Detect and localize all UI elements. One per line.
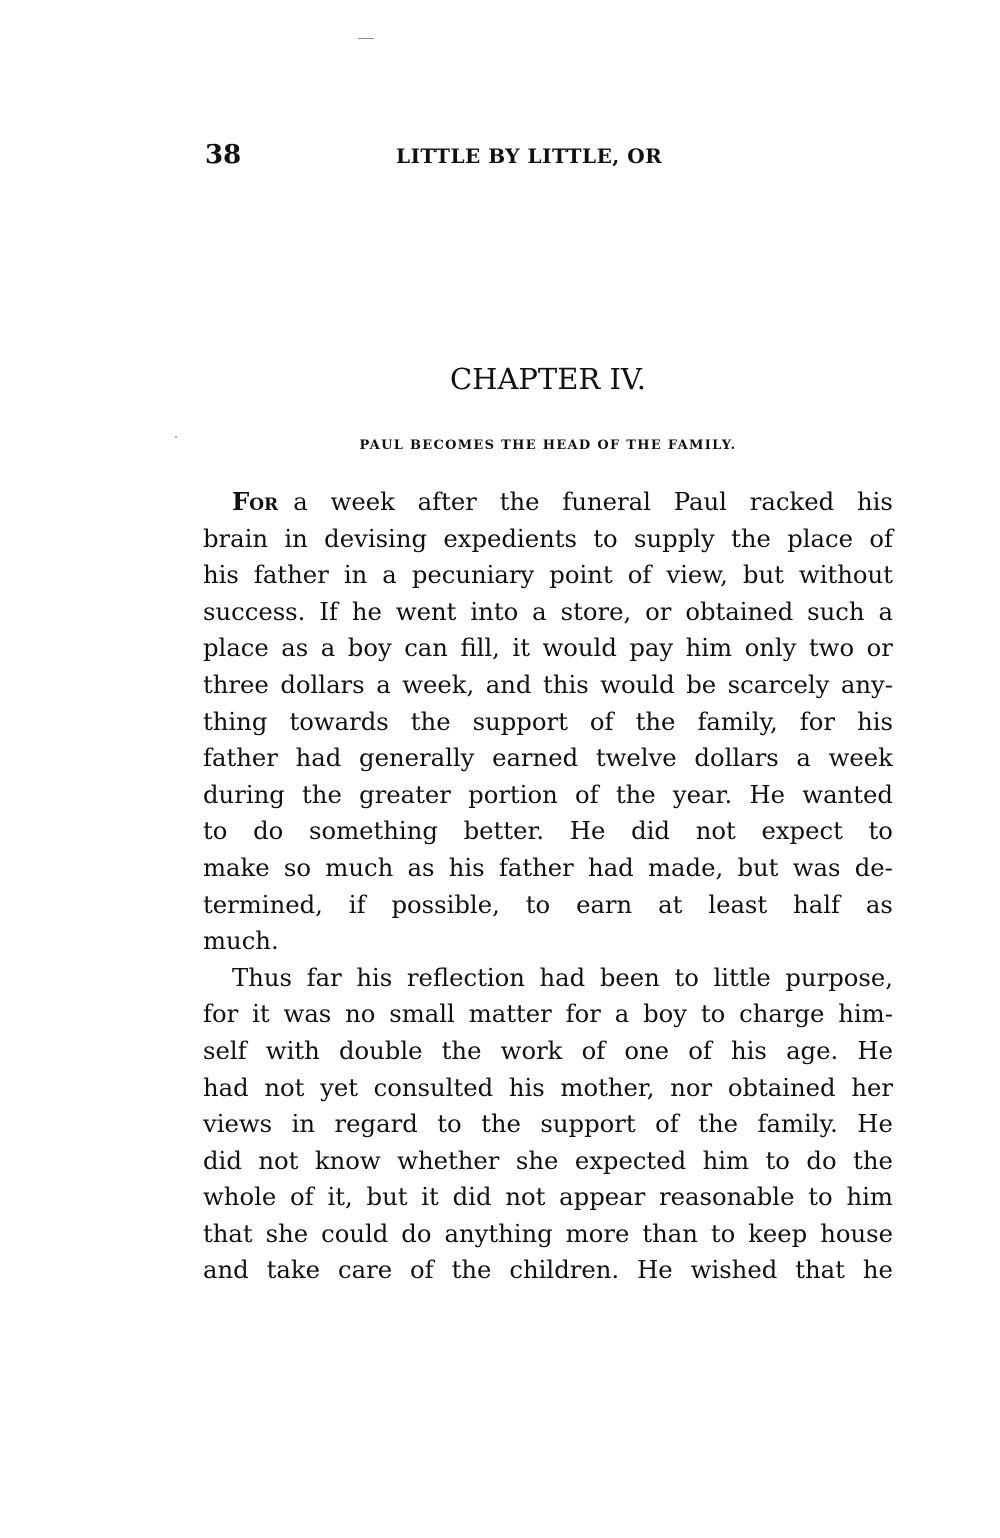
- word: of: [290, 1182, 314, 1212]
- word: expedients: [443, 523, 577, 553]
- word: he: [862, 1255, 893, 1285]
- word: of: [589, 706, 614, 736]
- word: nor: [670, 1072, 713, 1102]
- word: anything: [444, 1218, 553, 1248]
- word: after: [417, 487, 477, 516]
- word: whole: [203, 1182, 277, 1212]
- word: to: [203, 816, 228, 846]
- word: brain: [203, 523, 269, 553]
- word: this: [543, 669, 589, 699]
- word: something: [309, 816, 438, 846]
- word: it: [421, 1182, 439, 1212]
- word: his: [508, 1072, 545, 1102]
- word: with: [265, 1035, 320, 1065]
- word: in: [291, 1109, 316, 1139]
- word: twelve: [595, 743, 677, 773]
- word: expect: [761, 816, 843, 846]
- text-line: [203, 704, 893, 741]
- word: his: [731, 1035, 767, 1065]
- word: that: [795, 1255, 845, 1285]
- word: for: [203, 999, 239, 1029]
- page-number: 38: [205, 140, 242, 170]
- word: de-: [854, 852, 893, 882]
- text-line: [203, 777, 893, 814]
- word: He: [569, 816, 606, 846]
- word: portion: [468, 779, 558, 809]
- word: little: [713, 962, 771, 992]
- word: him: [685, 633, 733, 663]
- word: self: [203, 1035, 247, 1065]
- word: no: [345, 999, 376, 1029]
- word: greater: [359, 779, 451, 809]
- word: know: [314, 1145, 381, 1175]
- word: do: [401, 1218, 432, 1248]
- word: not: [505, 1182, 546, 1212]
- word: the: [615, 779, 656, 809]
- word: had: [588, 852, 634, 882]
- word: boy: [347, 633, 392, 663]
- word: termined,: [203, 889, 323, 919]
- word: take: [266, 1255, 321, 1285]
- word: obtained: [727, 1072, 836, 1102]
- word: a: [382, 560, 397, 590]
- word: support: [540, 1109, 636, 1139]
- word: mother,: [560, 1072, 655, 1102]
- word: generally: [359, 743, 475, 773]
- word: and: [485, 669, 532, 699]
- word: double: [338, 1035, 423, 1065]
- word: was: [283, 999, 332, 1029]
- text-line: [203, 1033, 893, 1070]
- word: father: [203, 743, 278, 773]
- word: keep: [748, 1218, 808, 1248]
- text-line: [203, 887, 893, 924]
- text-line: [203, 1252, 893, 1289]
- word: earned: [492, 743, 579, 773]
- text-line: much.: [203, 926, 279, 956]
- word: charge: [739, 999, 825, 1029]
- word: Thus: [232, 962, 292, 992]
- word: He: [637, 1255, 673, 1285]
- word: far: [306, 962, 342, 992]
- word: him: [702, 1145, 750, 1175]
- chapter-subtitle: PAUL BECOMES THE HEAD OF THE FAMILY.: [359, 438, 737, 453]
- word: whether: [397, 1145, 500, 1175]
- word: earn: [576, 889, 633, 919]
- word: to: [765, 1145, 790, 1175]
- text-line: [203, 813, 893, 850]
- word: would: [600, 669, 675, 699]
- word: more: [565, 1218, 630, 1248]
- word: two: [808, 633, 855, 663]
- word: a: [796, 743, 811, 773]
- paragraph: [203, 484, 893, 960]
- word: to: [525, 889, 551, 919]
- word: family.: [757, 1109, 838, 1139]
- word: pay: [629, 633, 674, 663]
- word: at: [658, 889, 683, 919]
- word: house: [820, 1218, 893, 1248]
- word: the: [731, 523, 771, 553]
- text-line: [203, 850, 893, 887]
- word: was: [792, 852, 841, 882]
- text-line: [203, 960, 893, 997]
- word: his: [857, 487, 893, 516]
- word: as: [281, 633, 309, 663]
- word: not: [258, 1145, 299, 1175]
- word: be: [686, 669, 717, 699]
- word: as: [865, 889, 893, 919]
- word: or: [645, 596, 672, 626]
- word: of: [410, 1255, 434, 1285]
- word: views: [203, 1109, 273, 1139]
- word: she: [265, 1218, 309, 1248]
- word: not: [264, 1072, 305, 1102]
- word: do: [806, 1145, 837, 1175]
- word: support: [472, 706, 568, 736]
- word: place: [203, 633, 269, 663]
- running-title: LITTLE BY LITTLE, OR: [396, 144, 663, 168]
- word: the: [635, 706, 676, 736]
- word: of: [688, 1035, 712, 1065]
- word: it,: [327, 1182, 353, 1212]
- word: had: [539, 962, 586, 992]
- word: week,: [402, 669, 475, 699]
- word: pecuniary: [411, 560, 535, 590]
- word: in: [343, 560, 368, 590]
- word: a: [614, 999, 630, 1029]
- word: the: [499, 487, 540, 516]
- word: expected: [574, 1145, 687, 1175]
- word: dollars: [280, 669, 365, 699]
- word: him-: [838, 999, 893, 1029]
- word: not: [695, 816, 736, 846]
- word: into: [470, 596, 519, 626]
- word: a: [320, 633, 336, 663]
- word: age.: [786, 1035, 839, 1065]
- word: He: [857, 1109, 893, 1139]
- word: or: [866, 633, 893, 663]
- text-line: [203, 1106, 893, 1143]
- word: if: [348, 889, 366, 919]
- word: to: [700, 999, 726, 1029]
- word: had: [295, 743, 342, 773]
- text-line: [203, 1143, 893, 1180]
- word: devising: [324, 523, 428, 553]
- word: least: [708, 889, 768, 919]
- word: the: [451, 1255, 492, 1285]
- text-line: [203, 594, 893, 631]
- word: the: [441, 1035, 482, 1065]
- word: to: [593, 523, 618, 553]
- text-line: [203, 667, 893, 704]
- word: of: [655, 1109, 679, 1139]
- text-line: [203, 521, 893, 558]
- word: and: [203, 1255, 249, 1285]
- word: but: [366, 1182, 408, 1212]
- word: of: [581, 1035, 606, 1065]
- word: boy: [643, 999, 687, 1029]
- word: appear: [559, 1182, 646, 1212]
- small-caps-lead: For: [232, 487, 279, 516]
- word: such: [807, 596, 865, 626]
- word: view,: [666, 560, 728, 590]
- word: week: [828, 743, 893, 773]
- word: week: [330, 487, 395, 516]
- word: racked: [749, 487, 835, 516]
- word: For a: [232, 487, 308, 516]
- text-line: [203, 630, 893, 667]
- word: the: [853, 1145, 893, 1175]
- word: obtained: [685, 596, 794, 626]
- word: to: [868, 816, 893, 846]
- word: the: [481, 1109, 521, 1139]
- word: than: [642, 1218, 698, 1248]
- word: that: [203, 1218, 253, 1248]
- word: to: [674, 962, 699, 992]
- word: to: [437, 1109, 462, 1139]
- word: his: [356, 962, 393, 992]
- text-line: [203, 740, 893, 777]
- word: matter: [468, 999, 552, 1029]
- word: yet: [320, 1072, 358, 1102]
- word: went: [395, 596, 457, 626]
- text-line: [203, 1070, 893, 1107]
- word: fill,: [460, 633, 500, 663]
- word: possible,: [391, 889, 500, 919]
- word: wished: [690, 1255, 778, 1285]
- word: much: [325, 852, 394, 882]
- word: for: [799, 706, 836, 736]
- word: would: [542, 633, 617, 663]
- paragraph: [203, 960, 893, 1289]
- word: to: [710, 1218, 736, 1248]
- word: him: [846, 1182, 893, 1212]
- word: in: [284, 523, 308, 553]
- word: three: [203, 669, 269, 699]
- word: father: [498, 852, 574, 882]
- word: purpose,: [785, 962, 893, 992]
- word: had: [203, 1072, 249, 1102]
- word: any-: [840, 669, 893, 699]
- word: make: [203, 852, 270, 882]
- text-line: [203, 996, 893, 1033]
- word: his: [448, 852, 485, 882]
- word: scarcely: [727, 669, 830, 699]
- word: it: [512, 633, 530, 663]
- word: success.: [203, 596, 306, 626]
- word: for: [565, 999, 601, 1029]
- word: wanted: [802, 779, 893, 809]
- word: can: [404, 633, 448, 663]
- word: as: [407, 852, 435, 882]
- text-line: [203, 484, 893, 521]
- word: it: [252, 999, 270, 1029]
- word: did: [452, 1182, 492, 1212]
- word: did: [203, 1145, 242, 1175]
- word: a: [376, 669, 391, 699]
- word: do: [253, 816, 284, 846]
- word: one: [624, 1035, 670, 1065]
- word: half: [793, 889, 840, 919]
- text-line: [203, 1216, 893, 1253]
- word: his: [857, 706, 893, 736]
- word: the: [302, 779, 342, 809]
- word: better.: [463, 816, 545, 846]
- word: without: [798, 560, 893, 590]
- word: her: [851, 1072, 893, 1102]
- word: reasonable: [659, 1182, 795, 1212]
- body-text: [203, 484, 893, 1289]
- word: she: [515, 1145, 559, 1175]
- word: dollars: [694, 743, 779, 773]
- word: work: [500, 1035, 563, 1065]
- word: point: [549, 560, 613, 590]
- scan-mark: [358, 38, 374, 39]
- word: did: [631, 816, 670, 846]
- word: to: [808, 1182, 833, 1212]
- word: towards: [289, 706, 389, 736]
- word: funeral: [562, 487, 651, 516]
- word: If: [319, 596, 338, 626]
- word: a: [878, 596, 893, 626]
- word: children.: [509, 1255, 620, 1285]
- word: Paul: [673, 487, 727, 516]
- word: care: [337, 1255, 393, 1285]
- word: family,: [697, 706, 778, 736]
- word: regard: [334, 1109, 418, 1139]
- word: of: [575, 779, 599, 809]
- word: the: [410, 706, 451, 736]
- word: been: [599, 962, 660, 992]
- text-line: [203, 1179, 893, 1216]
- word: a: [532, 596, 547, 626]
- word: made,: [648, 852, 724, 882]
- word: so: [283, 852, 312, 882]
- word: during: [203, 779, 285, 809]
- word: store,: [560, 596, 632, 626]
- word: of: [869, 523, 893, 553]
- word: but: [737, 852, 779, 882]
- word: place: [787, 523, 854, 553]
- running-head: [200, 134, 900, 174]
- word: of: [627, 560, 652, 590]
- word: but: [742, 560, 784, 590]
- word: He: [857, 1035, 893, 1065]
- word: consulted: [373, 1072, 494, 1102]
- word: He: [749, 779, 786, 809]
- word: the: [698, 1109, 739, 1139]
- word: could: [321, 1218, 389, 1248]
- word: reflection: [406, 962, 525, 992]
- chapter-heading: CHAPTER IV.: [449, 362, 647, 396]
- word: thing: [203, 706, 268, 736]
- text-line: [203, 557, 893, 594]
- word: year.: [672, 779, 733, 809]
- word: small: [389, 999, 455, 1029]
- word: father: [253, 560, 329, 590]
- word: supply: [634, 523, 715, 553]
- word: only: [744, 633, 797, 663]
- word: he: [351, 596, 382, 626]
- word: his: [203, 560, 239, 590]
